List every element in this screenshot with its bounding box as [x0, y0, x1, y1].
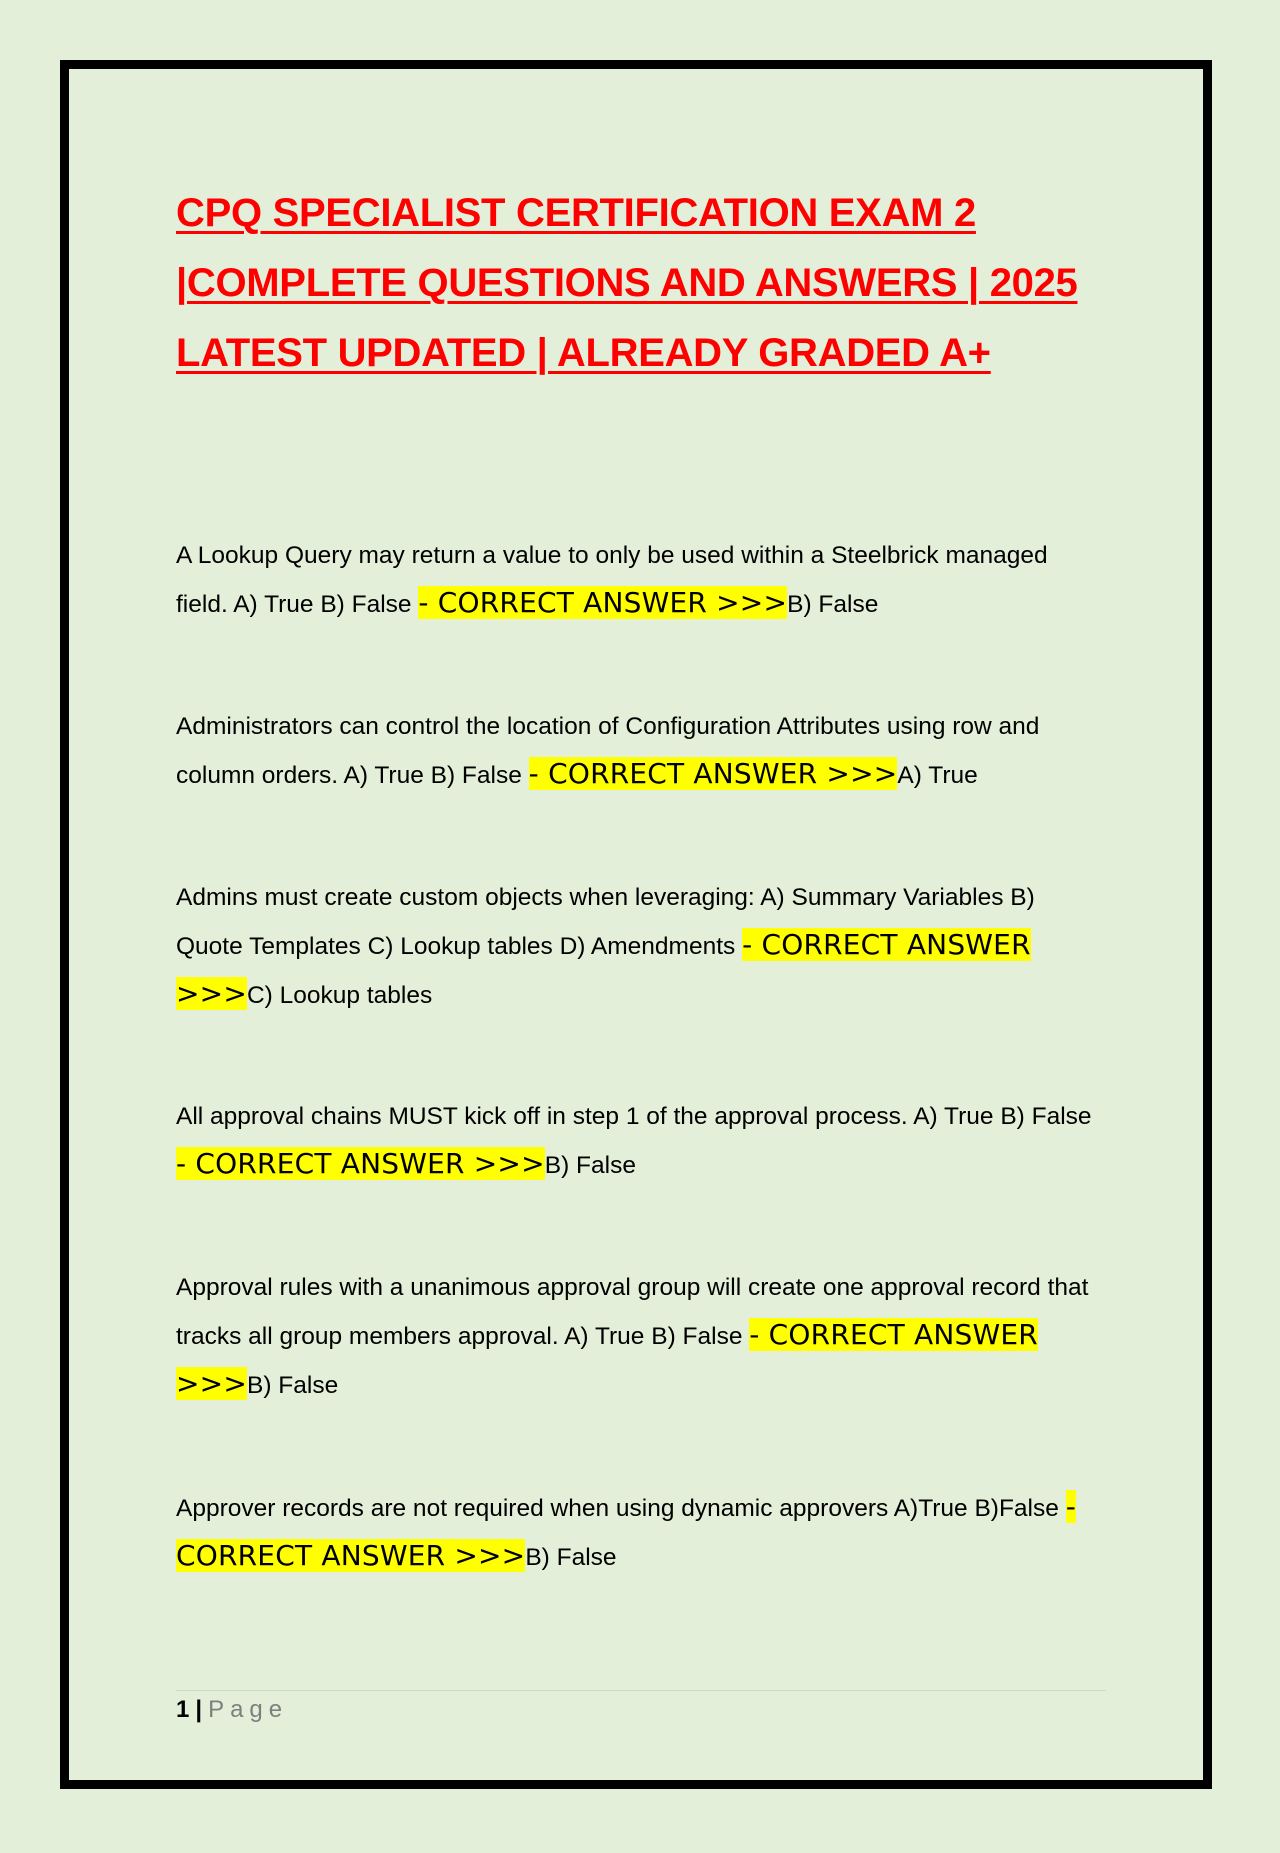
answer-text: B) False	[544, 1152, 636, 1179]
answer-text: B) False	[787, 591, 879, 618]
question-text: Approver records are not required when using dynamic approvers A)True B)False	[176, 1495, 1059, 1522]
page-number: 1	[176, 1696, 190, 1723]
question-text: Admins must create custom objects when leveraging: A) Summary Variables B) Quote Templates C) Lookup tables D) Amendments	[176, 884, 1035, 960]
answer-text: C) Lookup tables	[246, 982, 433, 1009]
answer-text: B) False	[525, 1544, 617, 1571]
footer-divider	[176, 1690, 1106, 1691]
qa-item-4	[176, 1093, 1106, 1189]
footer-separator: |	[195, 1696, 203, 1723]
qa-item-2	[176, 703, 1106, 799]
page-label: Page	[208, 1696, 289, 1723]
correct-answer-label: - CORRECT ANSWER >>>	[528, 757, 898, 790]
qa-item-5	[176, 1264, 1106, 1409]
question-text: All approval chains MUST kick off in step 1 of the approval process. A) True B) False	[176, 1103, 1092, 1130]
correct-answer-label: - CORRECT ANSWER >>>	[176, 1490, 1076, 1572]
answer-text: A) True	[897, 762, 978, 789]
qa-item-1	[176, 532, 1106, 628]
qa-item-3	[176, 874, 1106, 1019]
page-footer	[176, 1696, 288, 1724]
correct-answer-label: - CORRECT ANSWER >>>	[418, 586, 788, 619]
question-text: Administrators can control the location of Configuration Attributes using row and column orders. A) True B) False	[176, 713, 1040, 789]
answer-text: B) False	[246, 1372, 339, 1399]
question-text: Approval rules with a unanimous approval group will create one approval record that tracks all group members approval. A) True B) False	[176, 1274, 1089, 1350]
correct-answer-label: - CORRECT ANSWER >>>	[176, 1147, 545, 1180]
qa-item-6	[176, 1483, 1106, 1581]
document-title: CPQ SPECIALIST CERTIFICATION EXAM 2 |COMPLETE QUESTIONS AND ANSWERS | 2025 LATEST UPDATED | ALREADY GRADED A+	[176, 191, 1078, 375]
correct-answer-label: - CORRECT ANSWER >>>	[176, 928, 1031, 1010]
correct-answer-label: - CORRECT ANSWER >>>	[176, 1318, 1038, 1400]
question-text: A Lookup Query may return a value to only be used within a Steelbrick managed field. A) True B) False	[176, 542, 1048, 618]
